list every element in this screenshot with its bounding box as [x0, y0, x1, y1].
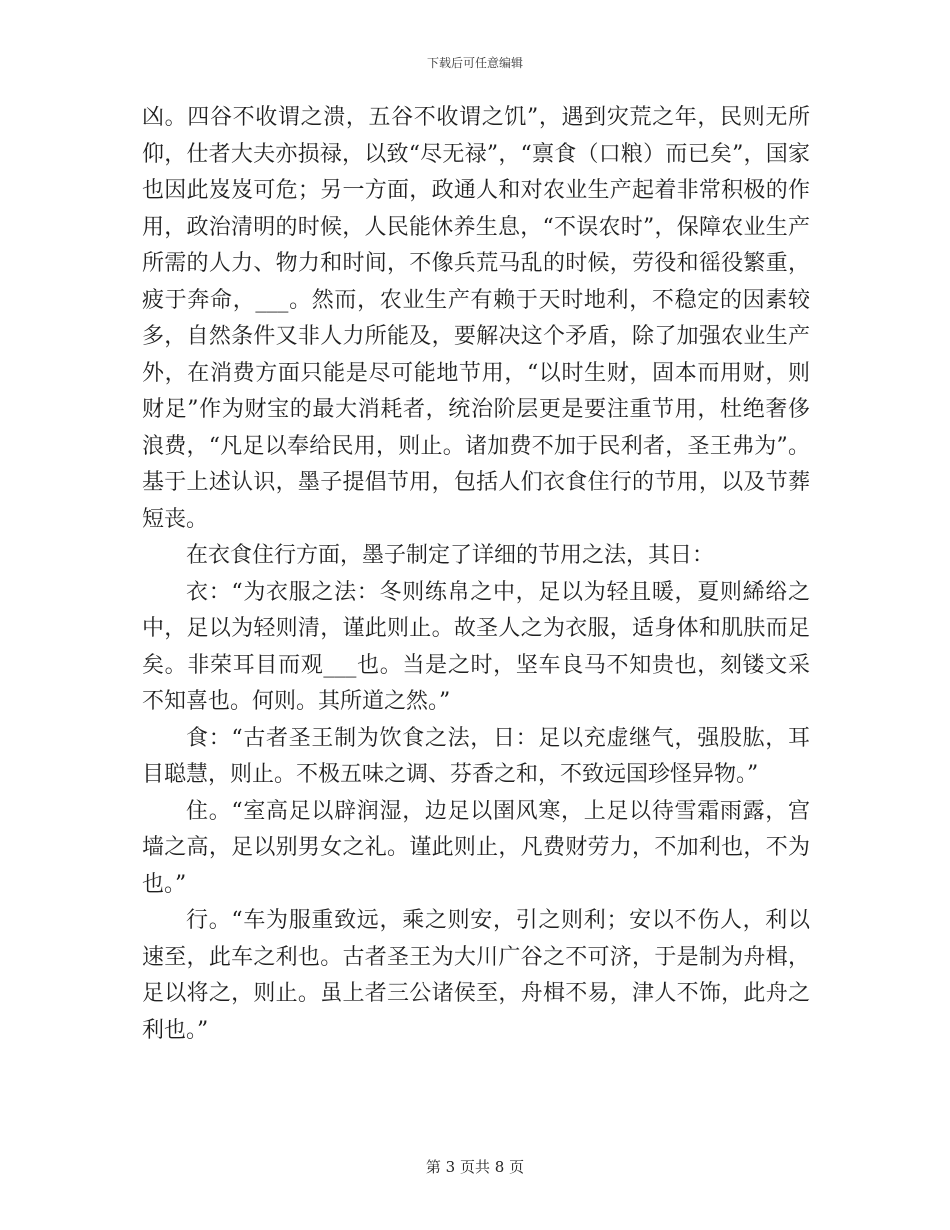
body-text — [142, 100, 810, 1049]
page-header: 下载后可任意编辑 — [426, 56, 523, 70]
paragraph-food: 食：“古者圣王制为饮食之法，日：足以充虚继气，强股肱，耳目聪慧，则止。不极五味之调、芬香之和，不致远国珍怪异物。” — [142, 725, 810, 787]
page-footer: 第 3 页共 8 页 — [425, 1158, 525, 1176]
paragraph-1: 凶。四谷不收谓之溃，五谷不收谓之饥”，遇到灾荒之年，民则无所仰，仕者大夫亦损禄，以致“尽无禄”，“禀食（口粮）而已矣”，国家也因此岌岌可危；另一方面，政通人和对农业生产起着非常积极的作用，政治清明的时候，人民能休养生息，“不误农时”，保障农业生产所需的人力、物力和时间，不像兵荒马乱的时候，劳役和徭役繁重，疲于奔命，___。然而，农业生产有赖于天时地利，不稳定的因素较多，自然条件又非人力所能及，要解决这个矛盾，除了加强农业生产外，在消费方面只能是尽可能地节用，“以时生财，固本而用财，则财足”作为财宝的最大消耗者，统治阶层更是要注重节用，杜绝奢侈浪费，“凡足以奉给民用，则止。诸加费不加于民利者，圣王弗为”。基于上述认识，墨子提倡节用，包括人们衣食住行的节用，以及节葬短丧。 — [142, 105, 810, 532]
paragraph-2: 在衣食住行方面，墨子制定了详细的节用之法，其日： — [186, 543, 715, 568]
paragraph-travel: 行。“车为服重致远，乘之则安，引之则利；安以不伤人，利以速至，此车之利也。古者圣王为大川广谷之不可济，于是制为舟楫，足以将之，则止。虽上者三公诸侯至，舟楫不易，津人不饰，此舟之利也。” — [142, 908, 810, 1043]
paragraph-housing: 住。“室高足以辟润湿，边足以圉风寒，上足以待雪霜雨露，宫墙之高，足以别男女之礼。谨此则止，凡费财劳力，不加利也，不为也。” — [142, 798, 810, 897]
paragraph-clothing: 衣：“为衣服之法：冬则练帛之中，足以为轻且暖，夏则絺绤之中，足以为轻则清，谨此则止。故圣人之为衣服，适身体和肌肤而足矣。非荣耳目而观___也。当是之时，坚车良马不知贵也，刻镂文采不知喜也。何则。其所道之然。” — [142, 579, 810, 714]
